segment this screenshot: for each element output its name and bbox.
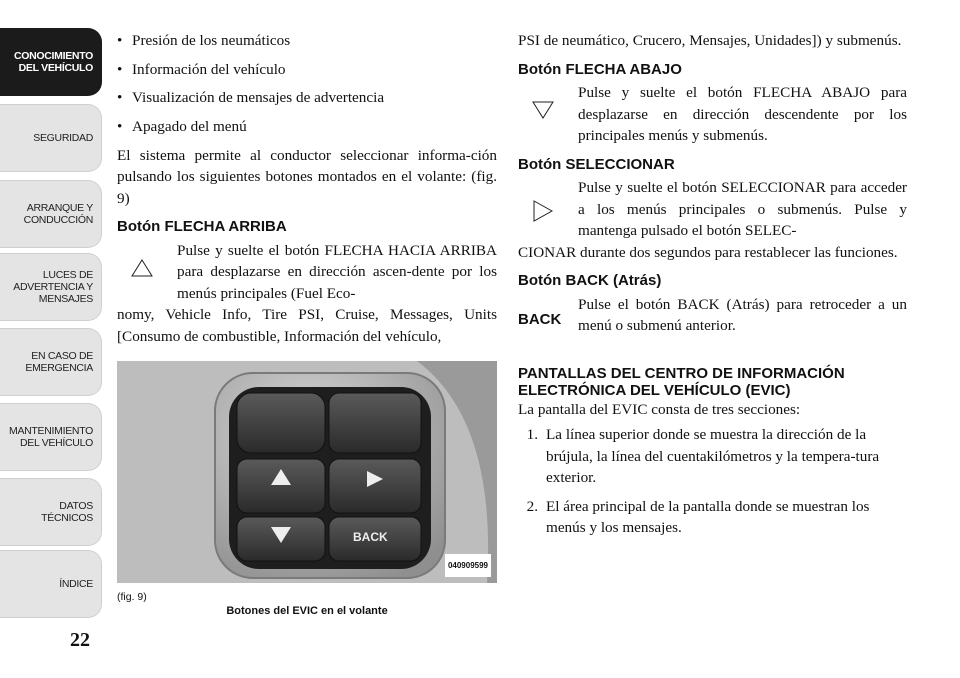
list-item: • Visualización de mensajes de advertencia xyxy=(117,87,497,109)
triangle-up-icon xyxy=(117,248,167,288)
back-text-icon: BACK xyxy=(518,310,562,328)
tab-seguridad[interactable]: SEGURIDAD xyxy=(0,104,102,172)
triangle-right-icon xyxy=(518,191,568,231)
tab-conocimiento[interactable]: CONOCIMIENTO DEL VEHÍCULO xyxy=(0,28,102,96)
select-button-text: Pulse y suelte el botón SELECCIONAR para acceder a los menús principales o submenús. Pulse y mantenga pulsado el botón SELEC- xyxy=(578,179,907,239)
list-text: El área principal de la pantalla donde se muestran los menús y los mensajes. xyxy=(546,497,870,536)
up-button-text: Pulse y suelte el botón FLECHA HACIA ARRIBA para desplazarse en dirección ascen-dente por los menús principales (Fuel Eco- xyxy=(177,241,497,302)
back-button-text: Pulse el botón BACK (Atrás) para retroceder a un menú o submenú anterior. xyxy=(578,295,907,334)
continued-paragraph: PSI de neumático, Crucero, Mensajes, Unidades]) y submenús. xyxy=(518,32,902,49)
list-item: • Información del vehículo xyxy=(117,59,497,81)
down-button-text: Pulse y suelte el botón FLECHA ABAJO para desplazarse en dirección descendente por los principales menús y submenús. xyxy=(578,84,907,144)
feature-list xyxy=(117,30,497,138)
tab-arranque[interactable]: ARRANQUE Y CONDUCCIÓN xyxy=(0,180,102,248)
tab-indice[interactable]: ÍNDICE xyxy=(0,550,102,618)
list-item xyxy=(518,496,907,539)
figure-caption: Botones del EVIC en el volante xyxy=(226,605,388,618)
steering-wheel-photo xyxy=(117,361,497,583)
down-button-description xyxy=(518,82,907,147)
page-number: 22 xyxy=(70,629,90,651)
left-column xyxy=(117,30,497,618)
triangle-down-icon xyxy=(518,90,568,130)
select-button-text-continued: CIONAR durante dos segundos para restablecer las funciones. xyxy=(518,243,898,261)
list-number: 2. xyxy=(526,497,538,515)
tab-emergencia[interactable]: EN CASO DE EMERGENCIA xyxy=(0,328,102,396)
tab-luces[interactable]: LUCES DE ADVERTENCIA Y MENSAJES xyxy=(0,253,102,321)
figure-label: (fig. 9) xyxy=(117,591,147,604)
up-button-description xyxy=(117,240,497,305)
list-item: • Apagado del menú xyxy=(117,116,497,138)
right-column xyxy=(518,30,907,539)
select-button-description xyxy=(518,177,907,242)
down-button-heading: Botón FLECHA ABAJO xyxy=(518,60,682,78)
section-title: PANTALLAS DEL CENTRO DE INFORMACIÓN ELECTRÓNICA DEL VEHÍCULO (EVIC) xyxy=(518,364,845,399)
list-number: 1. xyxy=(526,426,538,443)
back-button-label: BACK xyxy=(353,530,388,545)
back-button-description xyxy=(518,294,907,337)
tab-mantenimiento[interactable]: MANTENIMIENTO DEL VEHÍCULO xyxy=(0,403,102,471)
up-button-heading: Botón FLECHA ARRIBA xyxy=(117,218,287,236)
list-item xyxy=(518,424,907,489)
back-button-heading: Botón BACK (Atrás) xyxy=(518,272,662,289)
select-button-heading: Botón SELECCIONAR xyxy=(518,155,675,173)
figure-code: 040909599 xyxy=(445,554,491,578)
intro-paragraph: El sistema permite al conductor seleccionar informa-ción pulsando los siguientes botones montados en el volante: (fig. 9) xyxy=(117,146,497,207)
list-item: • Presión de los neumáticos xyxy=(117,30,497,52)
list-text: La línea superior donde se muestra la dirección de la brújula, la línea del cuentakilómetros y la tempera-tura exterior. xyxy=(546,426,880,486)
up-button-text-continued: nomy, Vehicle Info, Tire PSI, Cruise, Messages, Units [Consumo de combustible, Información del vehículo, xyxy=(117,306,497,345)
section-intro: La pantalla del EVIC consta de tres secciones: xyxy=(518,400,801,418)
display-sections-list xyxy=(518,424,907,539)
tab-datos[interactable]: DATOS TÉCNICOS xyxy=(0,478,102,546)
